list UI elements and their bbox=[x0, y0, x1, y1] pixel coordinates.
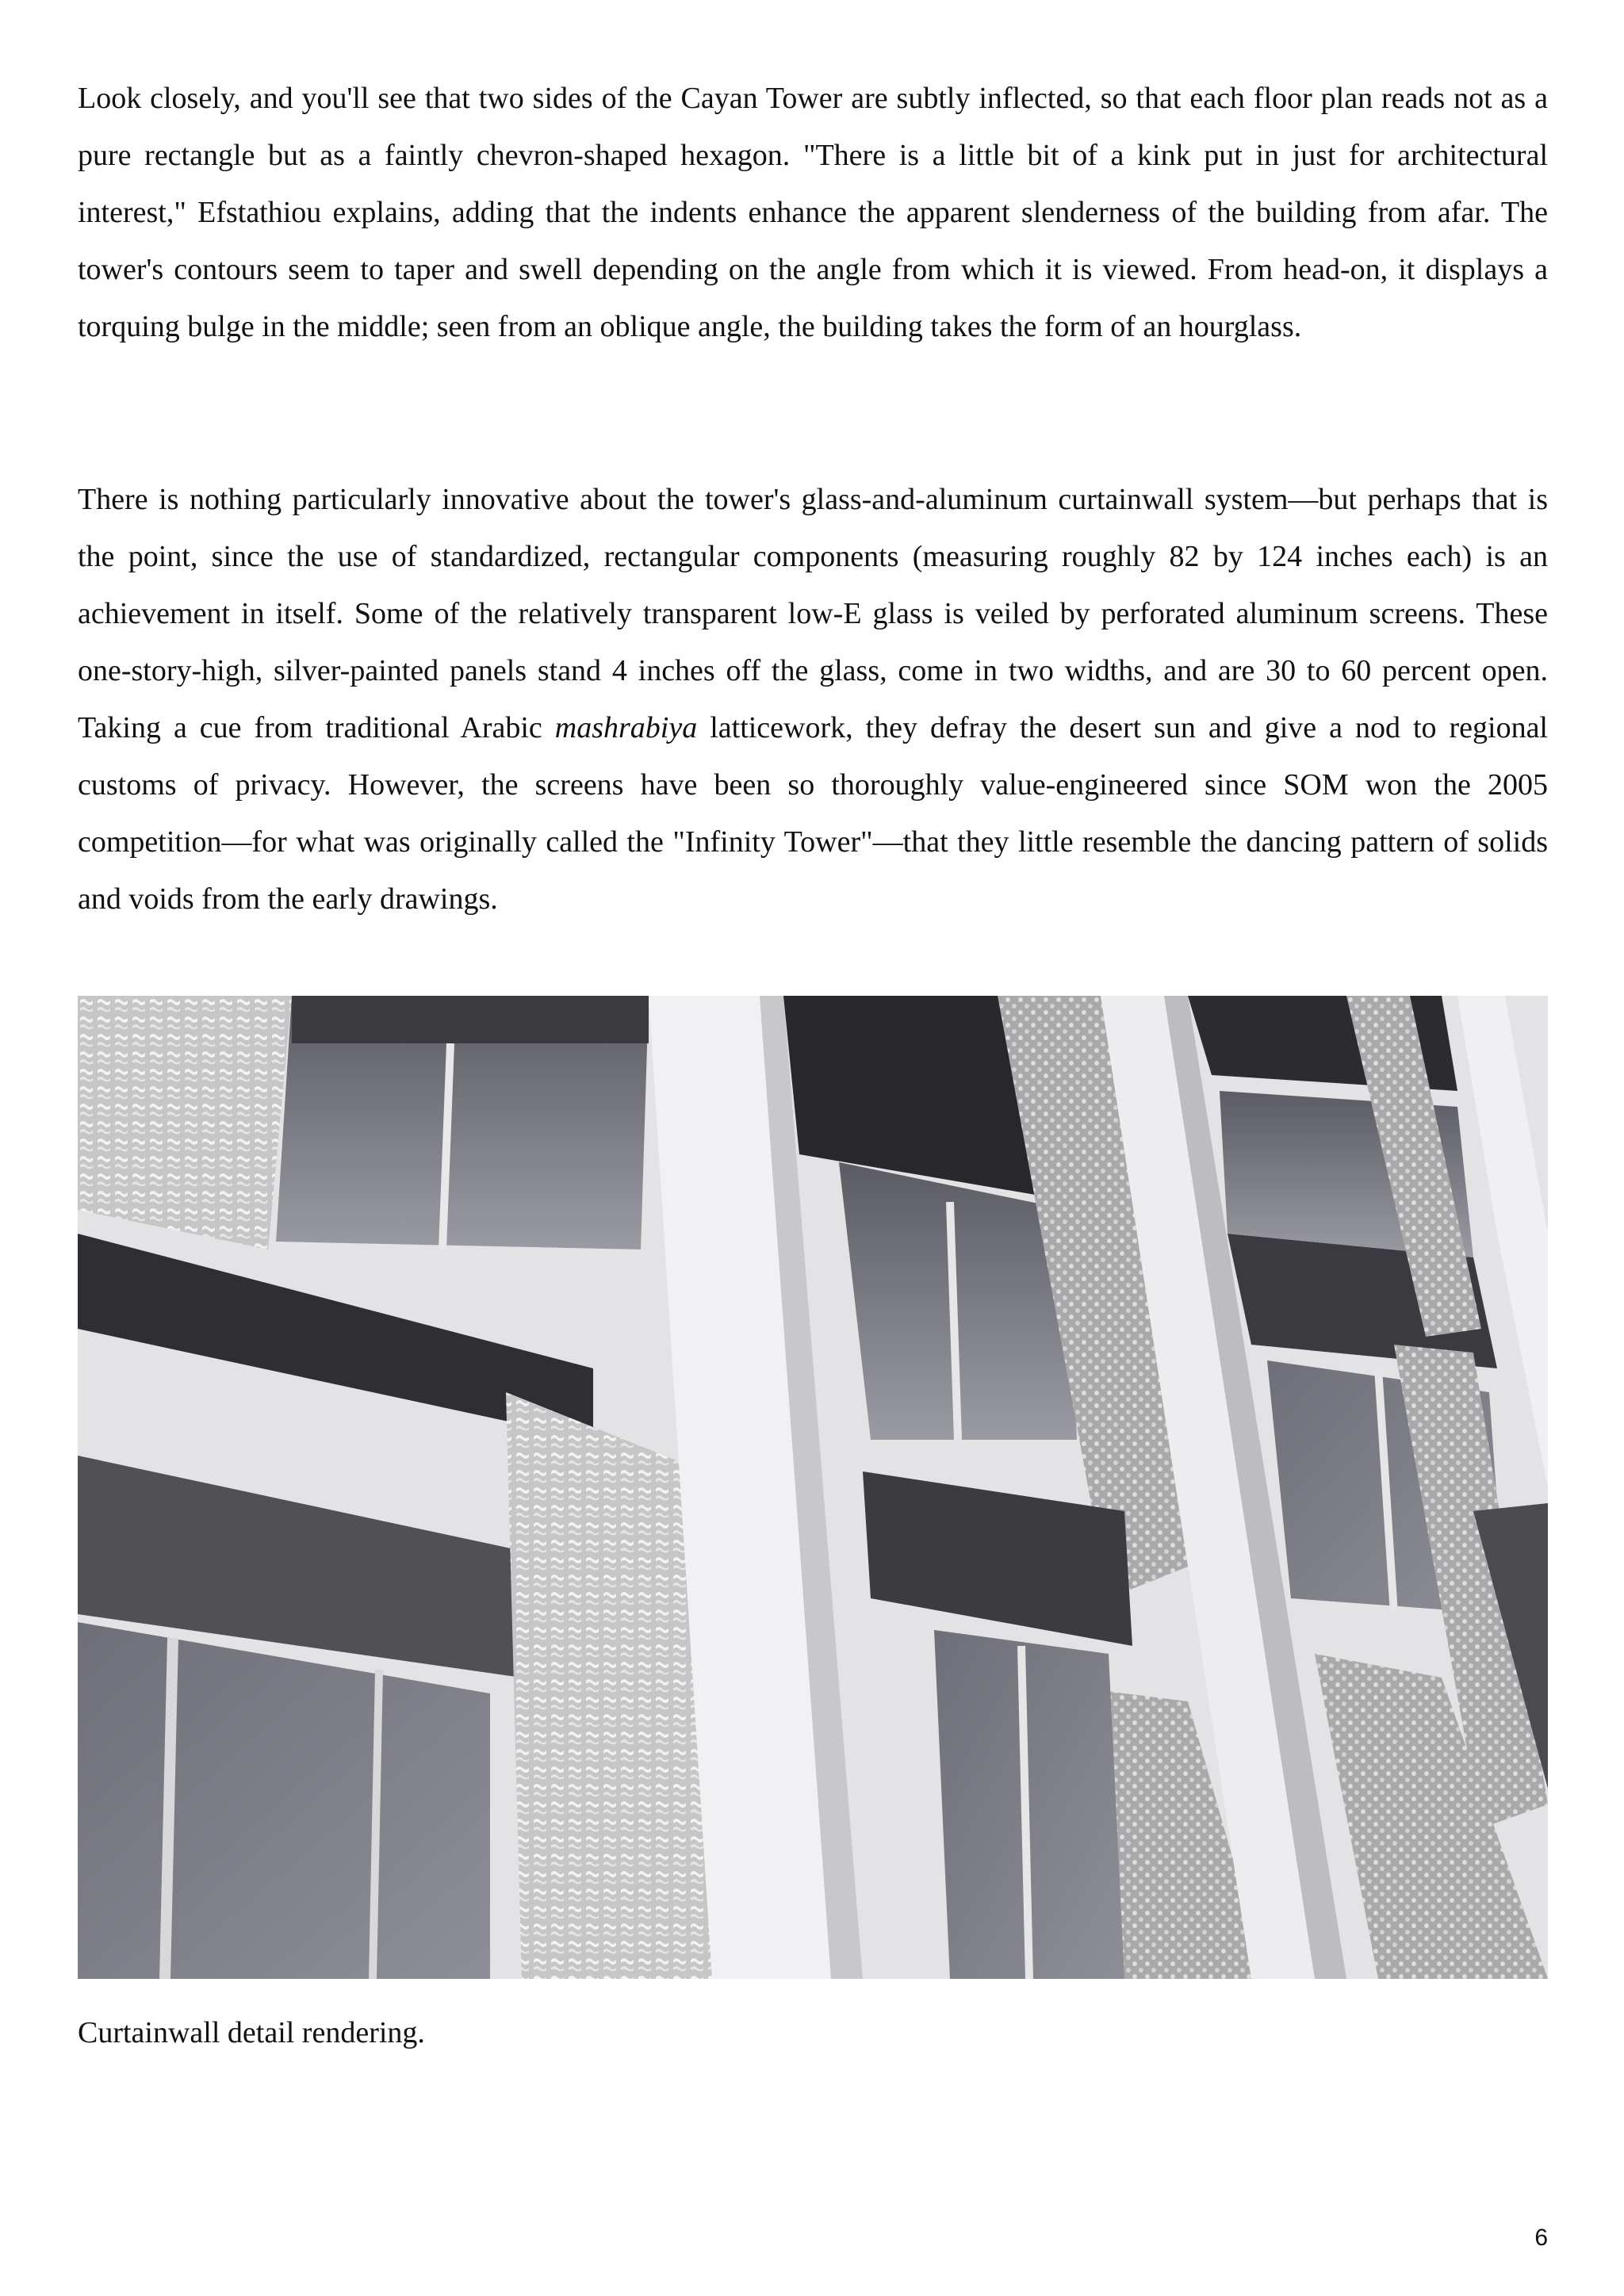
paragraph-text: There is nothing particularly innovative about the tower's glass-and-aluminum curtainwall system—but perhaps that is the point, since the use of standardized, rectangular components (measuring roughly 82 by 124 inches each) is an achievement in itself. Some of the relatively transparent low-E glass is veiled by perforated aluminum screens. These one-story-high, silver-painted panels stand 4 inches off the glass, come in two widths, and are 30 to 60 percent open. Taking a cue from traditional Arabic bbox=[78, 483, 1548, 744]
figure-caption: Curtainwall detail rendering. bbox=[78, 2016, 425, 2049]
paragraph-cayan-tower-shape: Look closely, and you'll see that two sides of the Cayan Tower are subtly inflected, so that each floor plan reads not as a pure rectangle but as a faintly chevron-shaped hexagon. "There is a little bit of a kink put in just for architectural interest," Efstathiou explains, adding that the indents enhance the apparent slenderness of the building from afar. The tower's contours seem to taper and swell depending on the angle from which it is viewed. From head-on, it displays a torquing bulge in the middle; seen from an oblique angle, the building takes the form of an hourglass. bbox=[78, 82, 1548, 343]
paragraph-text: latticework, they defray the desert sun and give a nod to regional customs of privacy. However, the screens have been so thoroughly value-engineered since SOM won the 2005 competition—for what was originally called the "Infinity Tower"—that they little resemble the dancing pattern of solids and voids from the early drawings. bbox=[78, 711, 1548, 916]
paragraph-curtainwall-system bbox=[78, 471, 1548, 928]
page-number: 6 bbox=[1534, 2225, 1548, 2251]
italic-term: mashrabiya bbox=[554, 711, 698, 744]
curtainwall-rendering-image bbox=[78, 996, 1548, 1979]
